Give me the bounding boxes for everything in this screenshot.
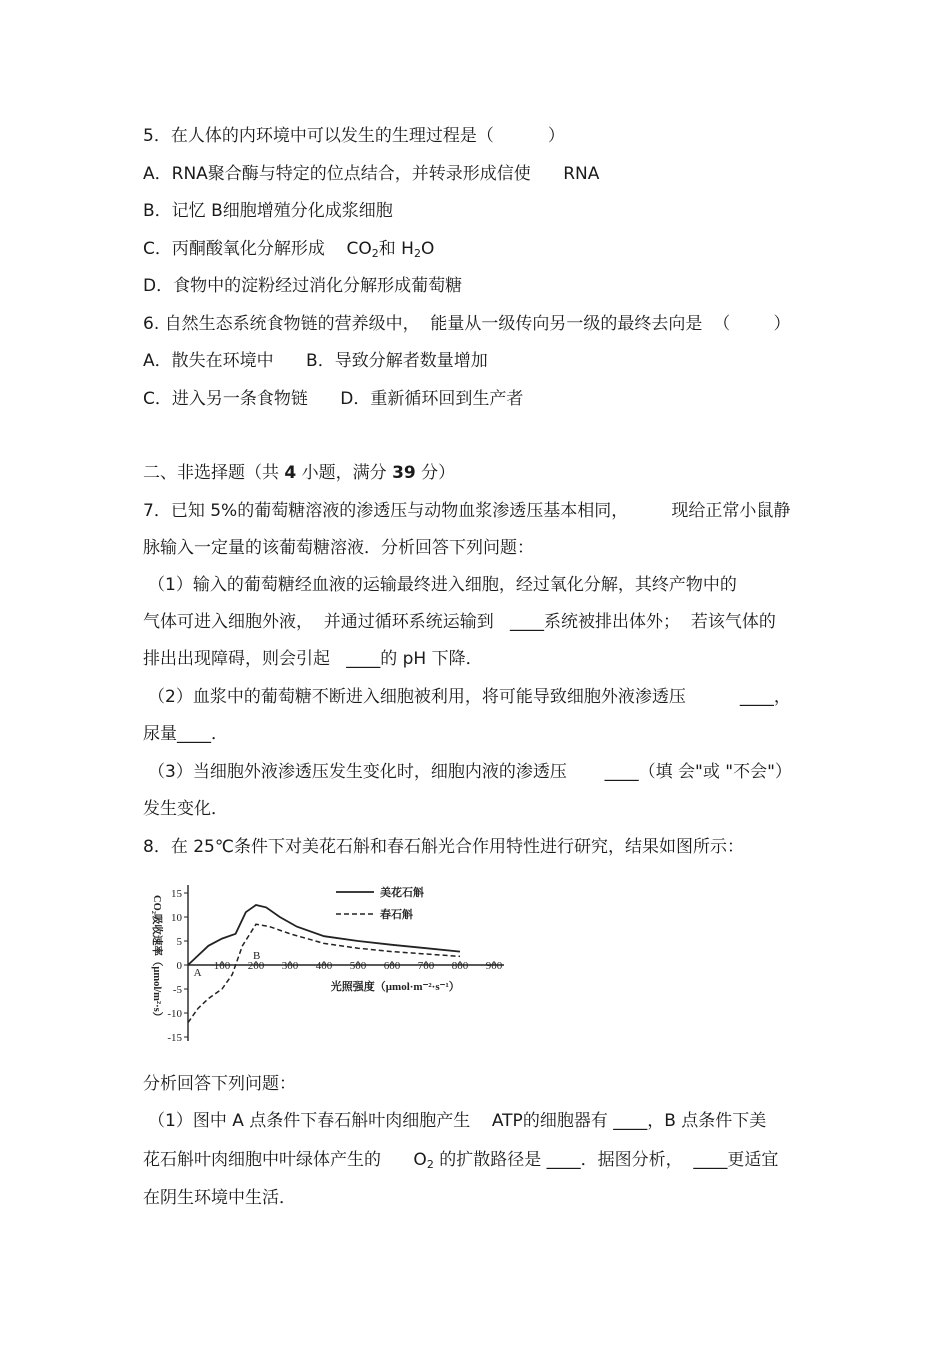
q5-c-post: O [420, 239, 435, 259]
y-tick-label: -15 [167, 1032, 182, 1044]
x-axis-label: 光照强度（μmol·m⁻²·s⁻¹） [330, 981, 460, 993]
q7-part3-line2: 发生变化． [143, 799, 228, 819]
q6-stem: 6. 自然生态系统食物链的营养级中， 能量从一级传向另一级的最终去向是 （ ） [143, 314, 791, 334]
q8-part1-line2 [143, 1149, 778, 1176]
q5-c-pre: C．丙酮酸氧化分解形成 CO [143, 239, 372, 259]
q8-p1b-sub: 2 [426, 1158, 434, 1171]
y-tick-label: 10 [171, 912, 182, 924]
point-label-A: A [193, 967, 202, 979]
legend-label-1: 美花石斛 [380, 887, 424, 899]
q7-part1-line3: 排出出现障碍，则会引起 ____的 pH 下降． [143, 649, 483, 669]
x-tick-label: 200 [247, 960, 265, 972]
q7-part3-line1: （3）当细胞外液渗透压发生变化时，细胞内液的渗透压 ____（填 会"或 "不会"） [148, 762, 792, 782]
chart-axes [151, 885, 504, 1044]
x-tick-label: 100 [213, 960, 231, 972]
q8-p1b-post: 的扩散路径是 ____．据图分析， ____更适宜 [433, 1150, 779, 1170]
q7-line2: 脉输入一定量的该葡萄糖溶液．分析回答下列问题： [143, 538, 534, 558]
q5-c-sub1: 2 [371, 247, 379, 260]
series-line-1 [188, 905, 460, 965]
y-tick-label: -5 [172, 984, 182, 996]
y-tick-label: 15 [171, 888, 182, 900]
q5-option-b: B．记忆 B细胞增殖分化成浆细胞 [143, 201, 393, 221]
x-tick-label: 800 [451, 960, 469, 972]
q8-p1b-pre: 花石斛叶肉细胞中叶绿体产生的 O [143, 1150, 427, 1170]
x-tick-label: 700 [417, 960, 435, 972]
section-mid: 小题，满分 [296, 463, 393, 483]
x-tick-label: 400 [315, 960, 333, 972]
section-heading [143, 462, 455, 484]
photosynthesis-chart [140, 870, 510, 1060]
section-pre: 二、非选择题（共 [143, 463, 285, 483]
q5-option-d: D．食物中的淀粉经过消化分解形成葡萄糖 [143, 276, 463, 296]
q7-line1: 7．已知 5%的葡萄糖溶液的渗透压与动物血浆渗透压基本相同， 现给正常小鼠静 [143, 501, 791, 521]
x-tick-label: 900 [485, 960, 503, 972]
q6-options-ab: A．散失在环境中 B．导致分解者数量增加 [143, 351, 488, 371]
q7-part1-line1: （1）输入的葡萄糖经血液的运输最终进入细胞，经过氧化分解，其终产物中的 [148, 575, 737, 595]
q6-options-cd: C．进入另一条食物链 D．重新循环回到生产者 [143, 389, 524, 409]
q8-part1-line3: 在阴生环境中生活． [143, 1188, 296, 1208]
q7-part2-line2: 尿量____． [143, 724, 228, 744]
section-post: 分） [415, 463, 456, 483]
y-tick-label: -10 [167, 1008, 182, 1020]
legend-label-2: 春石斛 [380, 909, 413, 921]
chart-legend [336, 885, 424, 921]
q7-part2-line1: （2）血浆中的葡萄糖不断进入细胞被利用，将可能导致细胞外液渗透压 ____， [148, 687, 791, 707]
series-line-2 [188, 924, 460, 1022]
q5-c-mid: 和 H [378, 239, 414, 259]
y-tick-label: 0 [176, 960, 182, 972]
y-tick-label: 5 [176, 936, 182, 948]
y-axis-label: CO₂吸收速率（μmol/m²·s） [151, 895, 162, 1023]
q5-stem: 5．在人体的内环境中可以发生的生理过程是（ ） [143, 126, 565, 146]
q5-option-a: A．RNA聚合酶与特定的位点结合，并转录形成信使 RNA [143, 164, 600, 184]
q8-part1-line1: （1）图中 A 点条件下春石斛叶肉细胞产生 ATP的细胞器有 ____，B 点条件下美 [148, 1111, 767, 1131]
x-tick-label: 500 [349, 960, 367, 972]
q5-c-sub2: 2 [413, 247, 421, 260]
x-tick-label: 300 [281, 960, 299, 972]
q5-option-c [143, 238, 434, 265]
point-label-B: B [253, 950, 261, 962]
q7-part1-line2: 气体可进入细胞外液， 并通过循环系统运输到 ____系统被排出体外； 若该气体的 [143, 612, 776, 632]
x-tick-label: 600 [383, 960, 401, 972]
section-count: 4 [284, 463, 297, 483]
q8-after-chart: 分析回答下列问题： [143, 1074, 296, 1094]
section-score: 39 [392, 463, 416, 483]
q8-stem: 8．在 25℃条件下对美花石斛和春石斛光合作用特性进行研究，结果如图所示： [143, 837, 744, 857]
